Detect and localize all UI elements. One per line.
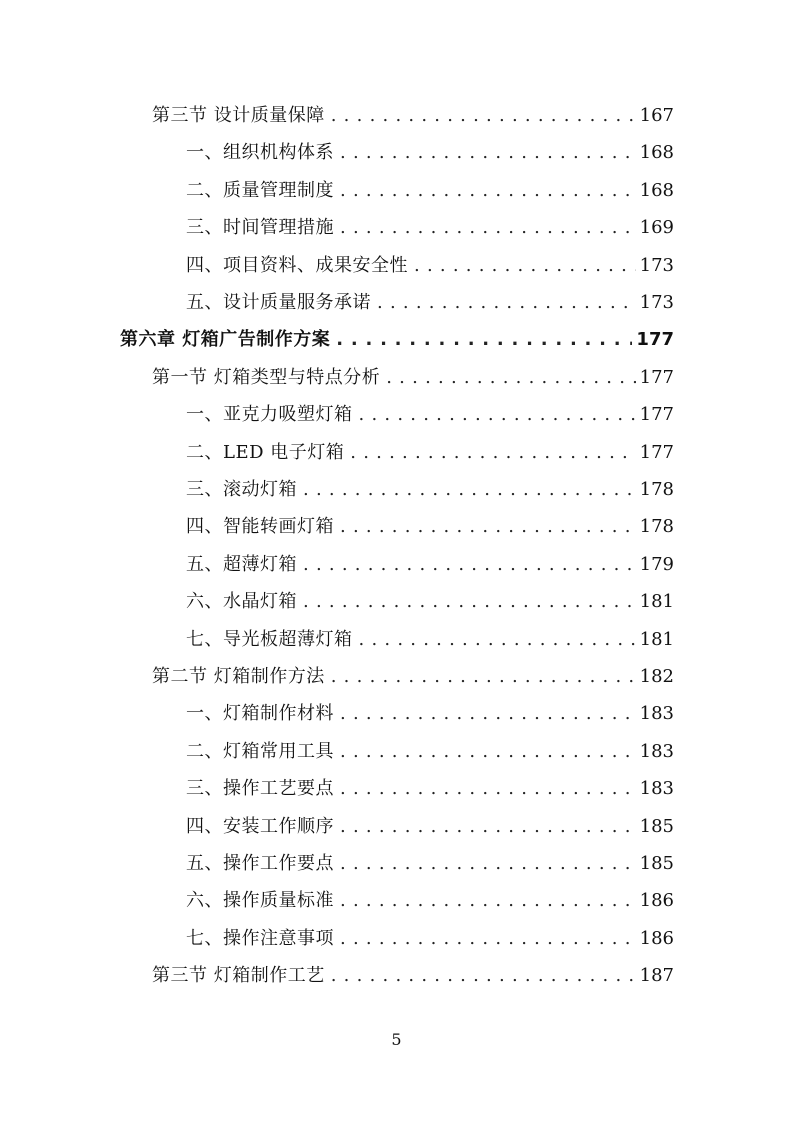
toc-entry-label: 六、操作质量标准 xyxy=(186,890,334,912)
toc-entry-page: 181 xyxy=(639,628,674,650)
toc-entry-item[interactable] xyxy=(186,287,674,319)
toc-leader-dots xyxy=(386,362,635,394)
toc-entry-label: 第三节 设计质量保障 xyxy=(152,105,325,126)
toc-entry-item[interactable] xyxy=(186,511,674,543)
toc-entry-label: 一、组织机构体系 xyxy=(186,142,334,164)
toc-leader-dots xyxy=(303,586,636,618)
toc-entry-page: 179 xyxy=(639,553,674,575)
toc-entry-page: 186 xyxy=(639,927,674,949)
toc-entry-section[interactable] xyxy=(152,960,674,992)
toc-entry-section[interactable] xyxy=(152,100,674,132)
toc-entry-page: 178 xyxy=(639,516,674,538)
toc-entry-label: 三、滚动灯箱 xyxy=(186,479,297,500)
toc-entry-page: 177 xyxy=(639,441,674,463)
toc-entry-item[interactable] xyxy=(186,437,674,469)
toc-leader-dots xyxy=(340,885,636,917)
toc-entry-page: 168 xyxy=(639,142,674,164)
toc-leader-dots xyxy=(340,212,636,244)
toc-leader-dots xyxy=(340,698,636,730)
toc-entry-label: 二、质量管理制度 xyxy=(186,179,334,201)
toc-leader-dots xyxy=(340,848,636,880)
toc-leader-dots xyxy=(303,549,636,581)
toc-leader-dots xyxy=(340,175,636,207)
toc-leader-dots xyxy=(350,437,635,469)
toc-entry-page: 183 xyxy=(639,703,674,725)
toc-entry-label: 五、超薄灯箱 xyxy=(186,553,297,575)
toc-entry-page: 168 xyxy=(639,179,674,201)
toc-leader-dots xyxy=(340,137,636,169)
toc-leader-dots xyxy=(336,324,632,356)
toc-entry-section[interactable] xyxy=(152,362,674,394)
toc-entry-label: 七、导光板超薄灯箱 xyxy=(186,628,353,650)
toc-entry-item[interactable] xyxy=(186,137,674,169)
toc-leader-dots xyxy=(340,511,636,543)
toc-entry-label: 四、安装工作顺序 xyxy=(186,815,334,837)
toc-entry-label: 二、LED 电子灯箱 xyxy=(186,441,345,463)
toc-entry-label: 五、操作工作要点 xyxy=(186,853,334,874)
toc-entry-label: 五、设计质量服务承诺 xyxy=(186,292,371,313)
toc-entry-page: 173 xyxy=(639,292,674,313)
toc-entry-item[interactable] xyxy=(186,698,674,730)
toc-entry-page: 173 xyxy=(639,254,674,276)
toc-entry-label: 四、项目资料、成果安全性 xyxy=(186,254,408,276)
toc-leader-dots xyxy=(340,773,636,805)
toc-leader-dots xyxy=(340,736,636,768)
toc-leader-dots xyxy=(377,287,636,319)
toc-entry-page: 185 xyxy=(639,853,674,874)
toc-entry-page: 177 xyxy=(639,404,674,426)
toc-entry-page: 181 xyxy=(639,591,674,613)
toc-entry-item[interactable] xyxy=(186,923,674,955)
toc-leader-dots xyxy=(340,923,636,955)
toc-entry-item[interactable] xyxy=(186,399,674,431)
toc-entry-page: 177 xyxy=(636,329,674,351)
toc-entry-label: 第二节 灯箱制作方法 xyxy=(152,666,325,687)
toc-entry-page: 185 xyxy=(639,815,674,837)
toc-entry-page: 177 xyxy=(639,366,674,388)
toc-entry-page: 183 xyxy=(639,778,674,800)
toc-entry-label: 六、水晶灯箱 xyxy=(186,591,297,613)
toc-entry-page: 183 xyxy=(639,740,674,762)
toc-entry-item[interactable] xyxy=(186,811,674,843)
toc-leader-dots xyxy=(359,399,636,431)
toc-entry-page: 182 xyxy=(639,666,674,687)
toc-entry-label: 二、灯箱常用工具 xyxy=(186,740,334,762)
toc-entry-section[interactable] xyxy=(152,661,674,693)
toc-leader-dots xyxy=(340,811,636,843)
toc-entry-page: 178 xyxy=(639,479,674,500)
toc-entry-page: 169 xyxy=(639,217,674,239)
toc-entry-item[interactable] xyxy=(186,549,674,581)
toc-entry-chapter[interactable] xyxy=(120,324,674,356)
toc-entry-page: 186 xyxy=(639,890,674,912)
page-number: 5 xyxy=(391,1030,402,1049)
toc-entry-label: 三、时间管理措施 xyxy=(186,217,334,239)
toc-entry-label: 七、操作注意事项 xyxy=(186,927,334,949)
toc-entry-label: 第六章 灯箱广告制作方案 xyxy=(120,329,331,351)
toc-entry-label: 一、灯箱制作材料 xyxy=(186,703,334,725)
toc-entry-page: 167 xyxy=(639,105,674,126)
toc-entry-label: 第三节 灯箱制作工艺 xyxy=(152,965,325,987)
toc-entry-label: 第一节 灯箱类型与特点分析 xyxy=(152,366,381,388)
toc-entry-item[interactable] xyxy=(186,474,674,506)
toc-leader-dots xyxy=(359,624,636,656)
toc-leader-dots xyxy=(303,474,636,506)
toc-entry-page: 187 xyxy=(639,965,674,987)
toc-leader-dots xyxy=(414,250,636,282)
toc-leader-dots xyxy=(331,100,636,132)
toc-entry-item[interactable] xyxy=(186,175,674,207)
toc-entry-label: 三、操作工艺要点 xyxy=(186,778,334,800)
toc-entry-label: 一、亚克力吸塑灯箱 xyxy=(186,404,353,426)
toc-entry-item[interactable] xyxy=(186,736,674,768)
toc-leader-dots xyxy=(331,960,636,992)
toc-entry-label: 四、智能转画灯箱 xyxy=(186,516,334,538)
toc-entry-item[interactable] xyxy=(186,212,674,244)
toc-entry-item[interactable] xyxy=(186,885,674,917)
toc-entry-item[interactable] xyxy=(186,250,674,282)
toc-leader-dots xyxy=(331,661,636,693)
toc-entry-item[interactable] xyxy=(186,624,674,656)
toc-entry-item[interactable] xyxy=(186,848,674,880)
toc-entry-item[interactable] xyxy=(186,773,674,805)
toc-entry-item[interactable] xyxy=(186,586,674,618)
